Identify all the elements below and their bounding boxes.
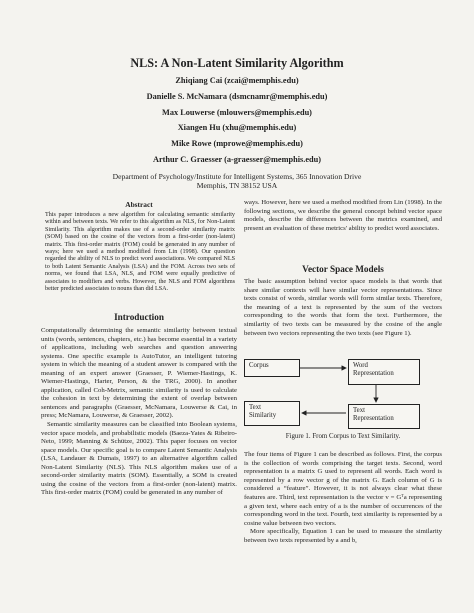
author-5: Mike Rowe (mprowe@memphis.edu): [171, 139, 303, 148]
paper-title: NLS: A Non-Latent Similarity Algorithm: [130, 56, 344, 70]
introduction-heading: Introduction: [114, 312, 164, 322]
affiliation-line-1: Department of Psychology/Institute for Intelligent Systems, 365 Innovation Drive: [112, 172, 362, 181]
figure-1-caption: Figure 1. From Corpus to Text Similarity.: [285, 433, 401, 440]
affiliation-line-2: Memphis, TN 38152 USA: [196, 181, 278, 190]
vector-space-models-paragraph: The basic assumption behind vector space models is that words that share similar contexts will have similar vector representations. Since texts consist of words, similar words will form similar texts. Therefore, the meaning of a text is represented by the sum of the vectors corresponding to the words that form the text. Furthermore, the similarity of two texts can be measured by the cosine of the angle between two vectors representing the two texts (see Figure 1).: [244, 278, 442, 337]
figure-box-text-similarity: [244, 401, 300, 426]
introduction-paragraph-2: Semantic similarity measures can be classified into Boolean systems, vector space models, and probabilistic models (Baeza-Yates & Ribeiro-Neto, 1999; Manning & Schütze, 2002). This paper focuses on vector space models. Our specific goal is to compare Latent Semantic Analysis (LSA, Landauer & Dumais, 1997) to an alternative algorithm called Non-Latent Similarity (NLS). This NLS algorithm makes use of a second-order similarity matrix (SOM). Essentially, a SOM is created using the cosine of the vectors from a first-order (non-latent) matrix. This first-order matrix (FOM) could be generated in any number of: [41, 421, 237, 497]
word-rep-label-2: Representation: [353, 370, 394, 378]
right-column-continuation: ways. However, here we used a method modified from Lin (1998). In the following sections, we describe the general concept behind vector space models, describe the differences between the metrics examined, and present an evaluation of these metrics' ability to predict word associates.: [244, 199, 442, 232]
author-1: Zhiqiang Cai (zcai@memphis.edu): [175, 76, 299, 85]
abstract-text: This paper introduces a new algorithm for calculating semantic similarity within and between texts. We refer to this algorithm as NLS, for Non-Latent Similarity. This algorithm makes use of a second-order similarity matrix (SOM) based on the cosine of the vectors from a first-order (non-latent) matrix. This first-order matrix (FOM) could be generated in any number of ways; here we used a method modified from Lin (1998). Our question regarded the ability of NLS to predict word associations. We compared NLS to both Latent Semantic Analysis (LSA) and the FOM. Across two sets of norms, we found that LSA, NLS, and FOM were equally predictive of associates to modifiers and verbs. However, the NLS and FOM algorithms better predicted associates to nouns than did LSA.: [45, 212, 235, 293]
figure-box-word-representation: [348, 359, 420, 385]
word-rep-label-1: Word: [353, 362, 368, 369]
text-rep-label-1: Text: [353, 407, 365, 414]
abstract-heading: Abstract: [125, 200, 153, 209]
author-4: Xiangen Hu (xhu@memphis.edu): [177, 123, 297, 132]
text-rep-label-2: Representation: [353, 415, 394, 423]
author-6: Arthur C. Graesser (a-graesser@memphis.edu): [152, 155, 322, 164]
figure-box-text-representation: [348, 404, 420, 429]
after-figure-paragraph-2: More specifically, Equation 1 can be used to measure the similarity between two texts represented by a and b,: [244, 528, 442, 544]
text-sim-label-2: Similarity: [249, 412, 277, 420]
right-column-after-figure: [244, 451, 442, 546]
corpus-label: Corpus: [249, 362, 269, 369]
introduction-paragraph-1: Computationally determining the semantic similarity between textual units (words, sentences, chapters, etc.) has become essential in a variety of applications, including web searches and question answering systems. One specific example is AutoTutor, an intelligent tutoring system in which the meaning of a student answer is compared with the meaning of an expert answer (Graesser, P. Wiemer-Hastings, K. Wiemer-Hastings, Harter, Person, & the TRG, 2000). In another application, called Coh-Metrix, semantic similarity is used to calculate the cohesion in text by determining the extent of overlap between sentences and paragraphs (Graesser, McNamara, Louwerse & Cai, in press; McNamara, Louwerse, & Graesser, 2002).: [41, 327, 237, 420]
text-sim-label-1: Text: [249, 404, 261, 411]
figure-box-corpus: [244, 359, 300, 377]
after-figure-paragraph-1: The four items of Figure 1 can be described as follows. First, the corpus is the collection of words comprising the target texts. Second, word representation is a matrix G used to represent all words. Each word is represented by a row vector g of the matrix G. Each column of G is considered a “feature”. However, it is not always clear what these features are. Third, text representation is the vector v = Gᵀa representing a given text, where each entry of a is the number of occurrences of the corresponding word in the text. Fourth, text similarity is represented by a cosine value between two vectors.: [244, 451, 442, 527]
author-3: Max Louwerse (mlouwers@memphis.edu): [162, 108, 312, 117]
author-2: Danielle S. McNamara (dsmcnamr@memphis.edu): [146, 92, 328, 101]
vector-space-models-heading: Vector Space Models: [302, 264, 384, 274]
